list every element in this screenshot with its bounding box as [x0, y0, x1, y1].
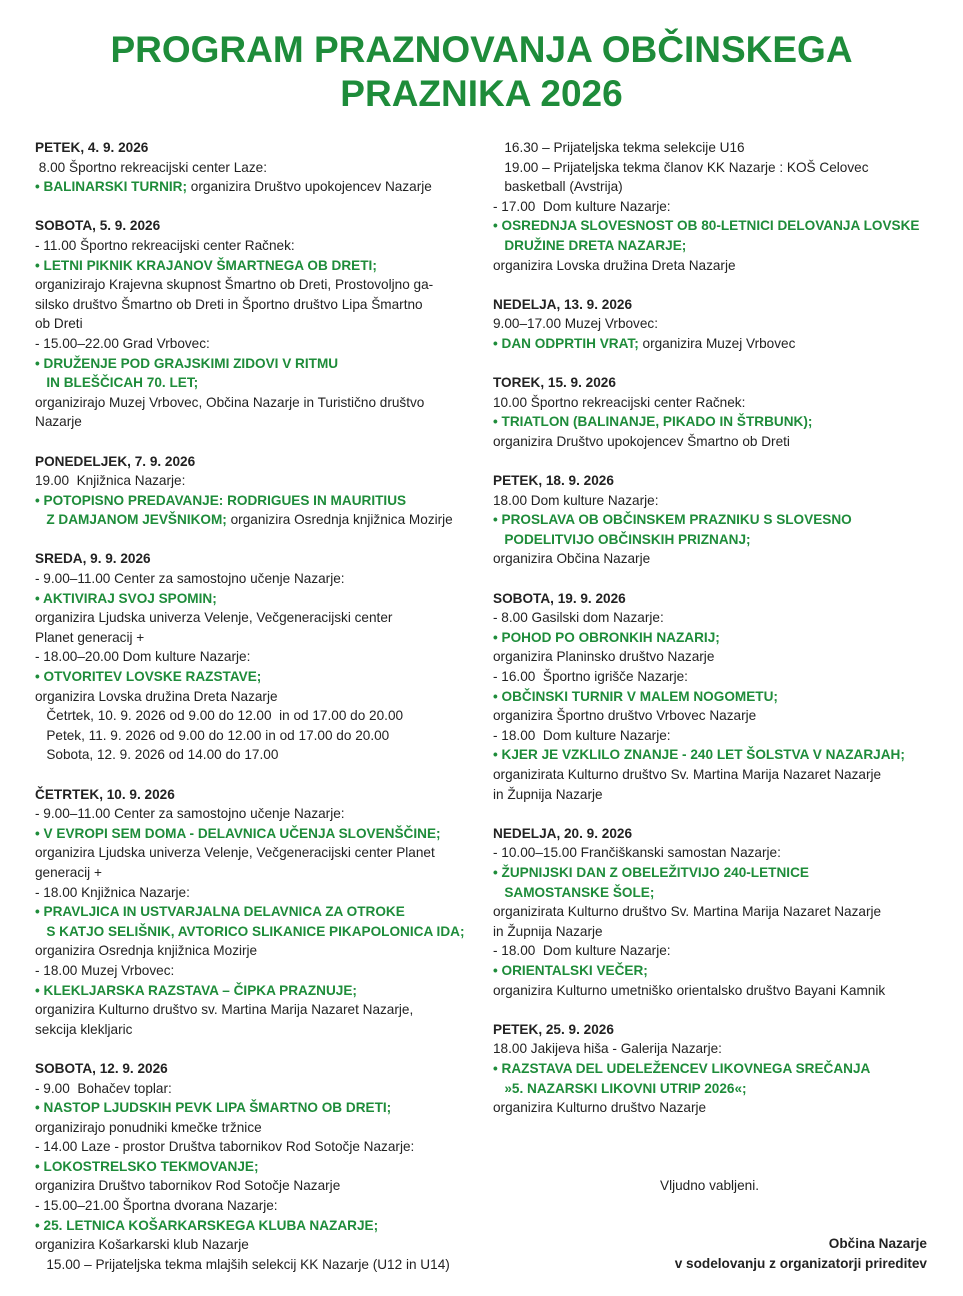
event-detail: organizira Občina Nazarje — [493, 551, 651, 567]
event-detail: - 16.00 Športno igrišče Nazarje: — [493, 669, 688, 685]
event-detail: 10.00 Športno rekreacijski center Račnek: — [493, 394, 746, 410]
event-detail: - 15.00–21.00 Športna dvorana Nazarje: — [35, 1198, 278, 1214]
event-title: »5. NAZARSKI LIKOVNI UTRIP 2026«; — [493, 1080, 747, 1096]
event-detail: - 9.00 Bohačev toplar: — [35, 1080, 172, 1096]
signature — [675, 1234, 927, 1273]
title-line-2: PRAZNIKA 2026 — [340, 73, 623, 114]
event-detail: - 18.00 Dom kulture Nazarje: — [493, 727, 671, 743]
event-title: • KJER JE VZKLILO ZNANJE - 240 LET ŠOLSTVA V NAZARJAH; — [493, 747, 905, 763]
date-heading: PETEK, 18. 9. 2026 — [493, 473, 614, 489]
date-heading: NEDELJA, 20. 9. 2026 — [493, 825, 633, 841]
event-title: • ORIENTALSKI VEČER; — [493, 962, 648, 978]
event-title: S KATJO SELIŠNIK, AVTORICO SLIKANICE PIKAPOLONICA IDA; — [35, 923, 465, 939]
section-spacer — [493, 354, 933, 374]
event-title: DRUŽINE DRETA NAZARJE; — [493, 237, 687, 253]
event-title: • DRUŽENJE POD GRAJSKIMI ZIDOVI V RITMU — [35, 355, 339, 371]
date-heading: SOBOTA, 12. 9. 2026 — [35, 1060, 168, 1076]
program-column-right — [493, 138, 933, 1118]
event-title: • BALINARSKI TURNIR; — [35, 179, 188, 195]
event-title: IN BLEŠČICAH 70. LET; — [35, 375, 199, 391]
event-detail: organizirajo Krajevna skupnost Šmartno ob Dreti, Prostovoljno ga- — [35, 277, 434, 293]
event-title: • PRAVLJICA IN USTVARJALNA DELAVNICA ZA OTROKE — [35, 904, 405, 920]
event-title: • ŽUPNIJSKI DAN Z OBELEŽITVIJO 240-LETNICE — [493, 864, 809, 880]
date-heading: TOREK, 15. 9. 2026 — [493, 375, 616, 391]
event-title: • TRIATLON (BALINANJE, PIKADO IN ŠTRBUNK); — [493, 414, 813, 430]
event-title: • RAZSTAVA DEL UDELEŽENCEV LIKOVNEGA SREČANJA — [493, 1060, 871, 1076]
event-title: • DAN ODPRTIH VRAT; — [493, 335, 639, 351]
section-spacer — [35, 1039, 475, 1059]
event-detail: organizira Društvo tabornikov Rod Sotočje Nazarje — [35, 1178, 341, 1194]
event-title: • POHOD PO OBRONKIH NAZARIJ; — [493, 629, 720, 645]
event-detail: 18.00 Jakijeva hiša - Galerija Nazarje: — [493, 1041, 722, 1057]
event-title: PODELITVIJO OBČINSKIH PRIZNANJ; — [493, 531, 751, 547]
event-detail: 15.00 – Prijateljska tekma mlajših selekcij KK Nazarje (U12 in U14) — [35, 1256, 450, 1272]
event-title: • OTVORITEV LOVSKE RAZSTAVE; — [35, 669, 262, 685]
section-spacer — [493, 1000, 933, 1020]
event-detail: - 9.00–11.00 Center za samostojno učenje Nazarje: — [35, 571, 345, 587]
section-spacer — [493, 275, 933, 295]
section-spacer — [493, 804, 933, 824]
event-title: Z DAMJANOM JEVŠNIKOM; — [35, 512, 227, 528]
section-spacer — [493, 452, 933, 472]
event-line — [493, 334, 933, 354]
event-detail: in Župnija Nazarje — [493, 786, 603, 802]
event-detail: organizira Osrednja knjižnica Mozirje — [35, 943, 258, 959]
date-heading: ČETRTEK, 10. 9. 2026 — [35, 786, 175, 802]
event-detail: organizira Kulturno društvo Nazarje — [493, 1100, 707, 1116]
event-detail: organizira Ljudska univerza Velenje, Večgeneracijski center Planet — [35, 845, 435, 861]
event-detail: organizira Planinsko društvo Nazarje — [493, 649, 715, 665]
event-detail: organizirajo Muzej Vrbovec, Občina Nazarje in Turistično društvo — [35, 394, 425, 410]
event-title: • V EVROPI SEM DOMA - DELAVNICA UČENJA SLOVENŠČINE; — [35, 825, 441, 841]
event-organizer: organizira Muzej Vrbovec — [638, 335, 796, 351]
event-detail: 19.00 Knjižnica Nazarje: — [35, 473, 186, 489]
event-detail: - 17.00 Dom kulture Nazarje: — [493, 198, 671, 214]
signature-organization: Občina Nazarje — [828, 1236, 927, 1251]
event-detail: - 11.00 Športno rekreacijski center Račnek: — [35, 237, 295, 253]
event-detail: 9.00–17.00 Muzej Vrbovec: — [493, 316, 658, 332]
event-title: • 25. LETNICA KOŠARKARSKEGA KLUBA NAZARJE; — [35, 1217, 379, 1233]
event-detail: organizira Športno društvo Vrbovec Nazarje — [493, 708, 757, 724]
event-detail: organizira Kulturno umetniško orientalsko društvo Bayani Kamnik — [493, 982, 886, 998]
event-detail: organizira Društvo upokojencev Šmartno ob Dreti — [493, 433, 790, 449]
event-detail: Petek, 11. 9. 2026 od 9.00 do 12.00 in od 17.00 do 20.00 — [35, 727, 390, 743]
event-title: • OBČINSKI TURNIR V MALEM NOGOMETU; — [493, 688, 778, 704]
event-detail: Nazarje — [35, 414, 82, 430]
section-spacer — [35, 765, 475, 785]
event-detail: organizira Kulturno društvo sv. Martina Marija Nazaret Nazarje, — [35, 1002, 414, 1018]
event-detail: in Župnija Nazarje — [493, 923, 603, 939]
date-heading: PETEK, 25. 9. 2026 — [493, 1021, 614, 1037]
section-spacer — [35, 432, 475, 452]
event-detail: ob Dreti — [35, 316, 83, 332]
date-heading: PONEDELJEK, 7. 9. 2026 — [35, 453, 196, 469]
event-detail: - 8.00 Gasilski dom Nazarje: — [493, 610, 664, 626]
closing-text: Vljudno vabljeni. — [660, 1178, 759, 1193]
date-heading: SREDA, 9. 9. 2026 — [35, 551, 151, 567]
signature-note: v sodelovanju z organizatorji prireditev — [674, 1255, 927, 1271]
event-detail: - 14.00 Laze - prostor Društva tabornikov Rod Sotočje Nazarje: — [35, 1139, 415, 1155]
event-title: • POTOPISNO PREDAVANJE: RODRIGUES IN MAURITIUS — [35, 492, 407, 508]
event-detail: - 10.00–15.00 Frančiškanski samostan Nazarje: — [493, 845, 781, 861]
event-detail: - 18.00 Dom kulture Nazarje: — [493, 943, 671, 959]
event-detail: - 18.00–20.00 Dom kulture Nazarje: — [35, 649, 251, 665]
event-title: • LETNI PIKNIK KRAJANOV ŠMARTNEGA OB DRETI; — [35, 257, 377, 273]
section-spacer — [35, 197, 475, 217]
event-detail: Sobota, 12. 9. 2026 od 14.00 do 17.00 — [35, 747, 279, 763]
event-title: • KLEKLJARSKA RAZSTAVA – ČIPKA PRAZNUJE; — [35, 982, 357, 998]
date-heading: SOBOTA, 19. 9. 2026 — [493, 590, 626, 606]
event-title: SAMOSTANSKE ŠOLE; — [493, 884, 655, 900]
event-title: • LOKOSTRELSKO TEKMOVANJE; — [35, 1158, 259, 1174]
event-line — [35, 510, 475, 530]
event-line — [35, 177, 475, 197]
event-detail: organizirajo ponudniki kmečke tržnice — [35, 1119, 262, 1135]
event-detail: silsko društvo Šmartno ob Dreti in Športno društvo Lipa Šmartno — [35, 296, 423, 312]
page-title — [0, 28, 963, 116]
section-spacer — [493, 569, 933, 589]
event-detail: 19.00 – Prijateljska tekma članov KK Nazarje : KOŠ Celovec — [493, 159, 869, 175]
event-organizer: organizira Društvo upokojencev Nazarje — [187, 179, 432, 195]
event-detail: 16.30 – Prijateljska tekma selekcije U16 — [493, 140, 745, 155]
event-title: • PROSLAVA OB OBČINSKEM PRAZNIKU S SLOVESNO — [493, 512, 852, 528]
event-detail: Četrtek, 10. 9. 2026 od 9.00 do 12.00 in od 17.00 do 20.00 — [35, 708, 404, 724]
event-detail: - 18.00 Knjižnica Nazarje: — [35, 884, 190, 900]
date-heading: SOBOTA, 5. 9. 2026 — [35, 218, 161, 234]
event-title: • NASTOP LJUDSKIH PEVK LIPA ŠMARTNO OB DRETI; — [35, 1100, 392, 1116]
event-organizer: organizira Osrednja knjižnica Mozirje — [226, 512, 453, 528]
event-detail: 18.00 Dom kulture Nazarje: — [493, 492, 659, 508]
event-detail: organizirata Kulturno društvo Sv. Martina Marija Nazaret Nazarje — [493, 767, 882, 782]
section-spacer — [35, 530, 475, 550]
event-detail: organizira Košarkarski klub Nazarje — [35, 1237, 249, 1253]
event-detail: Planet generacij + — [35, 629, 145, 645]
event-detail: basketball (Avstrija) — [493, 179, 623, 195]
event-detail: organizira Ljudska univerza Velenje, Večgeneracijski center — [35, 610, 393, 626]
event-detail: organizira Lovska družina Dreta Nazarje — [493, 257, 736, 273]
event-title: • AKTIVIRAJ SVOJ SPOMIN; — [35, 590, 217, 606]
event-detail: - 15.00–22.00 Grad Vrbovec: — [35, 335, 210, 351]
program-column-left — [35, 138, 475, 1274]
title-line-1: PROGRAM PRAZNOVANJA OBČINSKEGA — [110, 29, 853, 70]
event-detail: - 9.00–11.00 Center za samostojno učenje Nazarje: — [35, 806, 345, 822]
event-detail: organizira Lovska družina Dreta Nazarje — [35, 688, 278, 704]
event-detail: generacij + — [35, 864, 102, 880]
event-detail: 8.00 Športno rekreacijski center Laze: — [35, 159, 267, 175]
event-detail: organizirata Kulturno društvo Sv. Martina Marija Nazaret Nazarje — [493, 904, 882, 920]
date-heading: NEDELJA, 13. 9. 2026 — [493, 296, 633, 312]
event-detail: sekcija klekljaric — [35, 1021, 133, 1037]
date-heading: PETEK, 4. 9. 2026 — [35, 140, 149, 155]
event-title: • OSREDNJA SLOVESNOST OB 80-LETNICI DELOVANJA LOVSKE — [493, 218, 920, 234]
event-detail: - 18.00 Muzej Vrbovec: — [35, 962, 175, 978]
